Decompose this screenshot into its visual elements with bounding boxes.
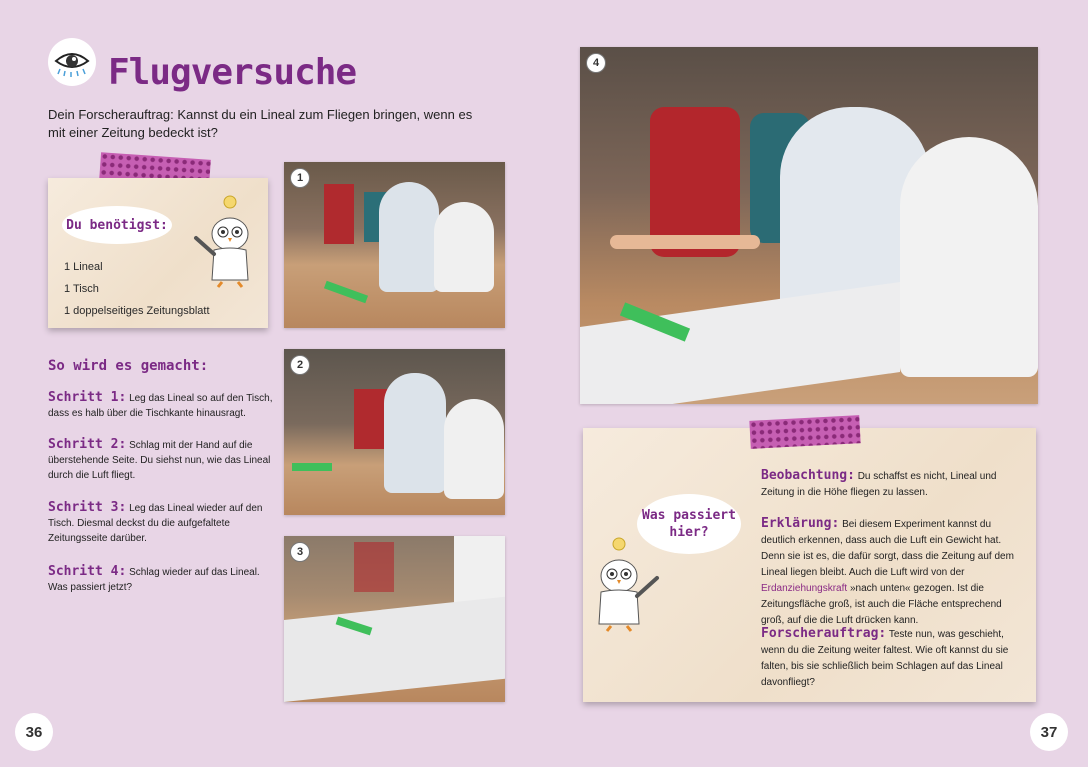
step-1 bbox=[48, 390, 274, 421]
eye-icon bbox=[54, 47, 90, 77]
task-block bbox=[761, 626, 1027, 691]
page-number-left: 36 bbox=[15, 713, 53, 751]
photo-number-badge: 4 bbox=[586, 53, 606, 73]
explanation-card bbox=[583, 428, 1036, 702]
step-2 bbox=[48, 437, 274, 483]
step-3 bbox=[48, 500, 274, 546]
owl-scientist-icon bbox=[589, 536, 667, 636]
list-item: 1 Lineal bbox=[64, 261, 103, 273]
photo-step-1 bbox=[284, 162, 505, 328]
step-text: Leg das Lineal wieder auf den Tisch. Diesmal deckst du die aufgefaltete Zeitungsseite darüber. bbox=[48, 503, 263, 544]
question-speech-bubble: Was passiert hier? bbox=[637, 494, 741, 554]
step-text: Leg das Lineal so auf den Tisch, dass es halb über die Tischkante hinausragt. bbox=[48, 393, 273, 419]
photo-number-badge: 2 bbox=[290, 355, 310, 375]
step-label: Schritt 2: bbox=[48, 437, 127, 452]
materials-list bbox=[64, 256, 210, 322]
list-item: 1 doppelseitiges Zeitungsblatt bbox=[64, 305, 210, 317]
page-title: Flugversuche bbox=[108, 52, 357, 93]
step-label: Schritt 3: bbox=[48, 500, 127, 515]
explanation-label: Erklärung: bbox=[761, 516, 840, 531]
step-text: Schlag wieder auf das Lineal. Was passiert jetzt? bbox=[48, 567, 260, 593]
photo-step-4 bbox=[580, 47, 1038, 404]
decorative-tape bbox=[749, 415, 860, 449]
step-label: Schritt 4: bbox=[48, 564, 127, 579]
task-label: Forscherauftrag: bbox=[761, 626, 887, 641]
observation-label: Beobachtung: bbox=[761, 468, 855, 483]
materials-card bbox=[48, 178, 268, 328]
task-text: Teste nun, was geschieht, wenn du die Zeitung weiter faltest. Wie oft kannst du sie falten, bis sie schließlich beim Schlagen auf das Lineal davonfliegt? bbox=[761, 629, 1009, 688]
step-4 bbox=[48, 564, 274, 595]
explanation-block bbox=[761, 516, 1027, 629]
needs-speech-bubble: Du benötigst: bbox=[62, 206, 172, 244]
step-label: Schritt 1: bbox=[48, 390, 127, 405]
step-text: Schlag mit der Hand auf die überstehende Seite. Du siehst nun, wie das Lineal durch die Luft fliegt. bbox=[48, 440, 271, 481]
observation-text: Du schaffst es nicht, Lineal und Zeitung in die Höhe fliegen zu lassen. bbox=[761, 471, 997, 498]
intro-text: Dein Forscherauftrag: Kannst du ein Lineal zum Fliegen bringen, wenn es mit einer Zeitung bedeckt ist? bbox=[48, 107, 473, 140]
page-number-right: 37 bbox=[1030, 713, 1068, 751]
steps-heading: So wird es gemacht: bbox=[48, 358, 209, 374]
photo-number-badge: 3 bbox=[290, 542, 310, 562]
photo-step-2 bbox=[284, 349, 505, 515]
explanation-text: »nach unten« gezogen. Ist die Zeitungsfläche groß, ist auch die Fläche entsprechend groß, auf die die Luft drücken kann. bbox=[761, 583, 1002, 626]
observation-block bbox=[761, 468, 1027, 501]
explanation-text: Bei diesem Experiment kannst du deutlich erkennen, dass auch die Luft ein Gewicht hat. Denn sie ist es, die dafür sorgt, dass die Zeitung auf dem Lineal liegen bleibt. Auch die Luft wird von der bbox=[761, 519, 1014, 578]
explanation-highlight: Erdanziehungskraft bbox=[761, 583, 848, 594]
photo-number-badge: 1 bbox=[290, 168, 310, 188]
photo-step-3 bbox=[284, 536, 505, 702]
eye-icon-badge bbox=[48, 38, 96, 86]
list-item: 1 Tisch bbox=[64, 283, 99, 295]
